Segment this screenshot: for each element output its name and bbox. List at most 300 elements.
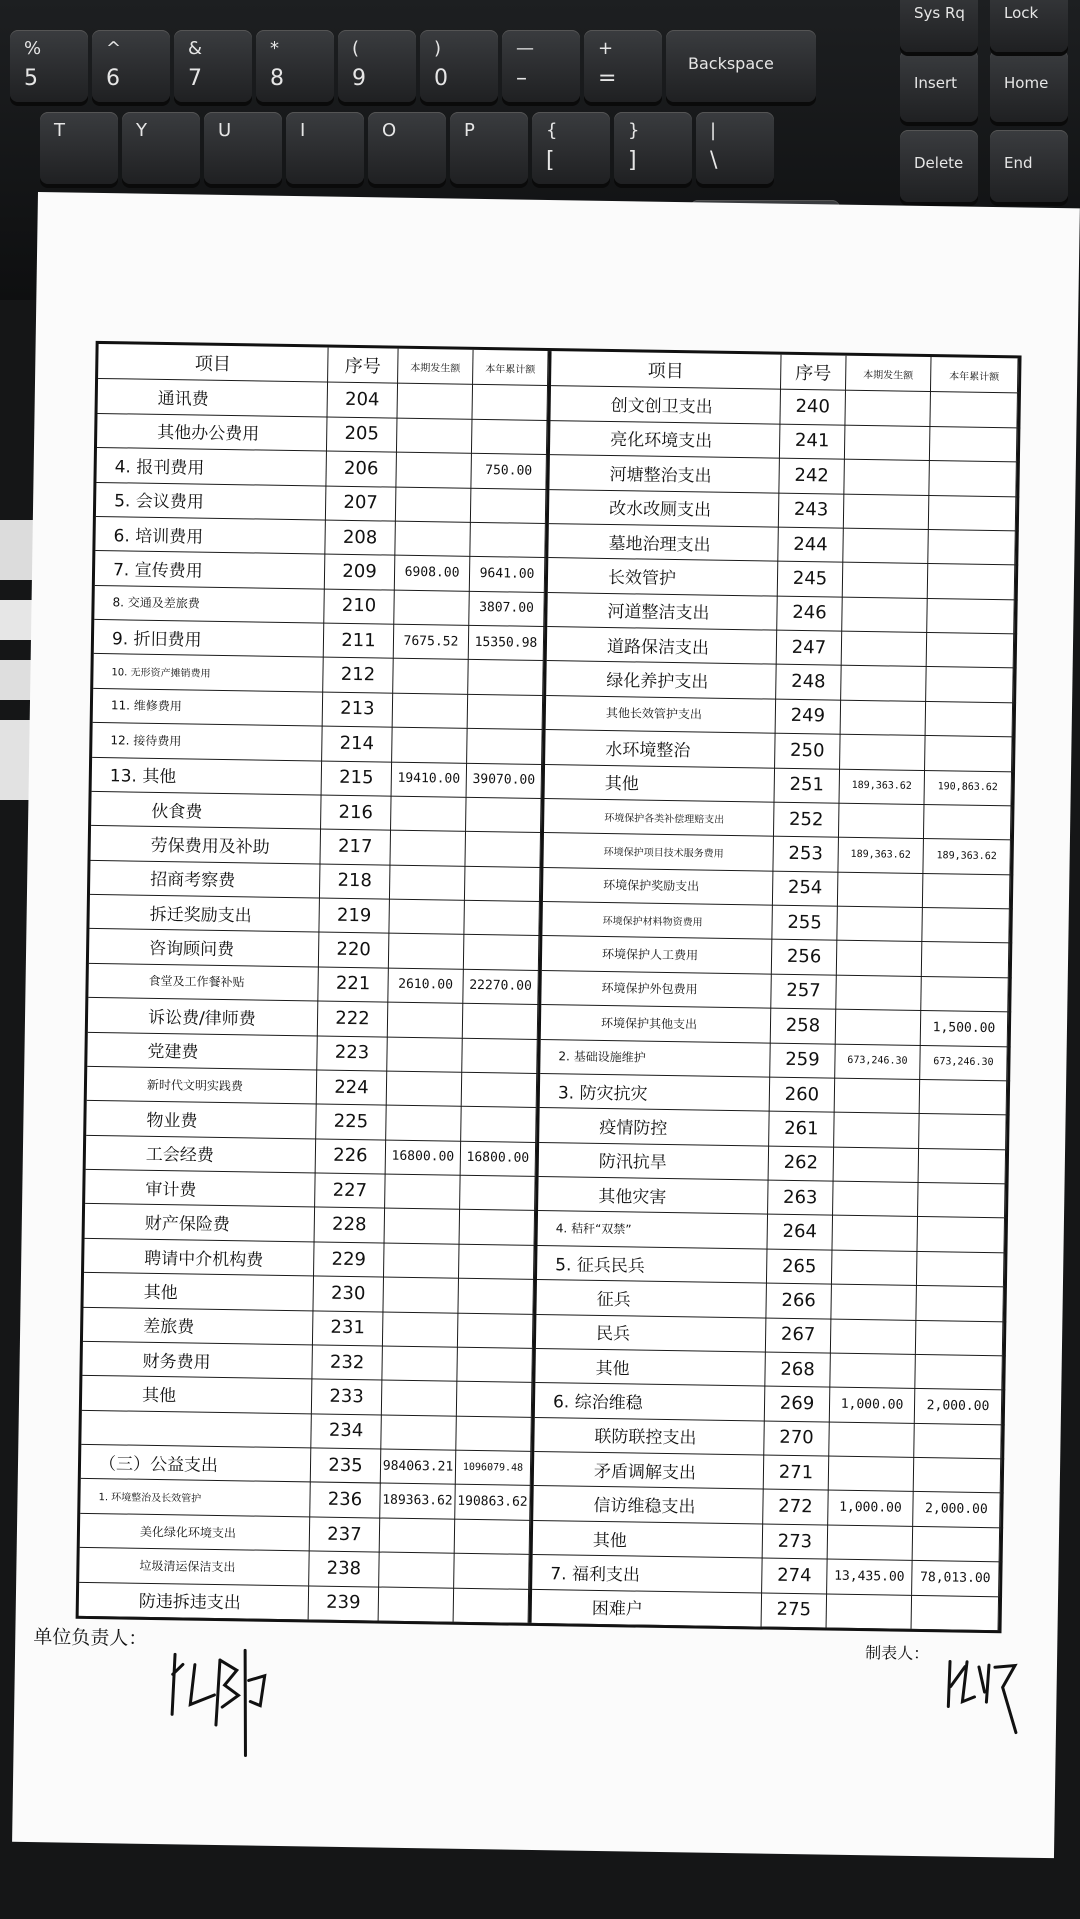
cell-current xyxy=(844,493,930,529)
keyboard-key xyxy=(368,112,446,184)
key-label-top: ) xyxy=(434,38,442,59)
cell-no: 205 xyxy=(327,416,398,451)
cell-ytd xyxy=(460,1209,536,1245)
cell-item: 党建费 xyxy=(87,1031,318,1069)
cell-no: 260 xyxy=(770,1077,836,1112)
key-label-bottom: – xyxy=(516,66,527,91)
header-ytd: 本年累计额 xyxy=(931,357,1019,393)
cell-current xyxy=(829,1421,915,1457)
cell-ytd xyxy=(458,1278,534,1314)
cell-no: 254 xyxy=(773,870,839,905)
cell-no: 258 xyxy=(771,1008,837,1043)
cell-ytd xyxy=(922,907,1010,943)
cell-ytd: 78,013.00 xyxy=(912,1560,1000,1596)
cell-ytd: 2,000.00 xyxy=(915,1388,1003,1424)
cell-no: 215 xyxy=(322,760,393,795)
cell-ytd xyxy=(923,873,1011,909)
cell-current xyxy=(827,1593,913,1629)
cell-item: 13. 其他 xyxy=(92,756,323,794)
keyboard-key xyxy=(338,30,416,102)
header-item: 项目 xyxy=(551,351,782,389)
cell-item: 美化绿化环境支出 xyxy=(80,1513,311,1551)
cell-ytd: 22270.00 xyxy=(463,969,539,1005)
cell-item: 物业费 xyxy=(86,1100,317,1138)
header-current: 本期发生额 xyxy=(846,356,932,392)
cell-no: 272 xyxy=(763,1489,829,1524)
keyboard-key xyxy=(900,130,978,202)
cell-no: 240 xyxy=(780,389,846,424)
cell-ytd xyxy=(472,419,548,455)
cell-item: 4. 报刊费用 xyxy=(96,447,327,485)
key-label-bottom: 9 xyxy=(352,66,366,91)
cell-current xyxy=(396,486,472,522)
cell-item: 河道整洁支出 xyxy=(547,592,778,630)
cell-ytd xyxy=(464,900,540,936)
cell-ytd: 16800.00 xyxy=(461,1140,537,1176)
keyboard-key xyxy=(92,30,170,102)
cell-ytd: 15350.98 xyxy=(469,625,545,661)
cell-no: 213 xyxy=(323,691,394,726)
cell-no: 242 xyxy=(779,458,845,493)
cell-current: 13,435.00 xyxy=(827,1559,913,1595)
cell-ytd xyxy=(929,495,1017,531)
cell-no: 211 xyxy=(324,623,395,658)
cell-current: 1,000.00 xyxy=(828,1490,914,1526)
keyboard-key xyxy=(900,50,978,122)
header-current: 本期发生额 xyxy=(398,349,474,385)
cell-item: 6. 综治维稳 xyxy=(535,1382,766,1420)
cell-item: 防违拆违支出 xyxy=(79,1581,310,1619)
cell-ytd: 9641.00 xyxy=(470,556,546,592)
cell-ytd xyxy=(456,1415,532,1451)
cell-ytd xyxy=(462,1072,538,1108)
keyboard-key xyxy=(900,0,978,52)
keyboard-key xyxy=(614,112,692,184)
key-label-top: Backspace xyxy=(688,54,774,73)
cell-current xyxy=(841,699,927,735)
cell-current xyxy=(831,1318,917,1354)
cell-item: 民兵 xyxy=(536,1314,767,1352)
cell-item: 环境保护奖励支出 xyxy=(543,867,774,905)
cell-current: 189,363.62 xyxy=(840,768,926,804)
key-label-top: T xyxy=(54,120,65,141)
cell-ytd xyxy=(465,865,541,901)
cell-current xyxy=(843,562,929,598)
cell-ytd xyxy=(921,976,1009,1012)
key-label-bottom: \ xyxy=(710,148,718,173)
cell-item: 6. 培训费用 xyxy=(95,516,326,554)
cell-item: 招商考察费 xyxy=(90,860,321,898)
cell-item: 新时代文明实践费 xyxy=(87,1066,318,1104)
cell-current xyxy=(389,899,465,935)
cell-no: 234 xyxy=(311,1413,382,1448)
cell-ytd xyxy=(912,1595,1000,1631)
cell-current xyxy=(392,727,468,763)
cell-item: 1. 环境整治及长效管护 xyxy=(80,1478,311,1516)
cell-ytd xyxy=(472,384,548,420)
key-label-top: I xyxy=(300,120,306,141)
cell-ytd xyxy=(914,1423,1002,1459)
cell-no: 204 xyxy=(328,382,399,417)
cell-item: 其他长效管护支出 xyxy=(546,695,777,733)
cell-item: 诉讼费/律师费 xyxy=(88,997,319,1035)
keyboard-key xyxy=(420,30,498,102)
table-row xyxy=(532,1589,1002,1632)
cell-ytd: 3807.00 xyxy=(469,590,545,626)
cell-ytd xyxy=(925,735,1013,771)
cell-no: 245 xyxy=(778,561,844,596)
cell-ytd xyxy=(928,529,1016,565)
cell-current xyxy=(833,1181,919,1217)
key-label-bottom: 5 xyxy=(24,66,38,91)
cell-ytd xyxy=(922,941,1010,977)
cell-item: 防汛抗旱 xyxy=(539,1142,770,1180)
cell-ytd xyxy=(916,1285,1004,1321)
cell-ytd xyxy=(468,659,544,695)
cell-current: 984063.21 xyxy=(381,1449,457,1485)
cell-ytd xyxy=(458,1312,534,1348)
cell-item: 创文创卫支出 xyxy=(550,385,781,423)
keyboard-key xyxy=(666,30,816,102)
cell-no: 212 xyxy=(323,657,394,692)
cell-item: 长效管护 xyxy=(548,557,779,595)
key-label-top: — xyxy=(516,38,534,59)
cell-no: 221 xyxy=(318,966,389,1001)
cell-item: 5. 征兵民兵 xyxy=(537,1245,768,1283)
key-label-bottom: [ xyxy=(546,148,555,173)
cell-item: 道路保洁支出 xyxy=(547,626,778,664)
key-label-top: + xyxy=(598,38,614,59)
cell-item: 困难户 xyxy=(532,1589,763,1627)
cell-current xyxy=(389,933,465,969)
key-label-top: ^ xyxy=(106,38,122,59)
cell-no: 249 xyxy=(776,698,842,733)
cell-ytd xyxy=(916,1320,1004,1356)
cell-ytd: 190863.62 xyxy=(455,1484,531,1520)
cell-current xyxy=(387,1071,463,1107)
cell-current xyxy=(837,906,923,942)
cell-no: 261 xyxy=(769,1111,835,1146)
cell-current xyxy=(834,1112,920,1148)
cell-ytd xyxy=(928,563,1016,599)
cell-no: 206 xyxy=(326,451,397,486)
cell-ytd xyxy=(927,598,1015,634)
ledger-table xyxy=(76,341,1022,1633)
cell-current xyxy=(845,424,931,460)
key-label-top: End xyxy=(1004,154,1033,172)
cell-no: 266 xyxy=(766,1283,832,1318)
cell-current xyxy=(839,803,925,839)
key-label-top: Delete xyxy=(914,154,964,172)
cell-ytd xyxy=(471,487,547,523)
cell-no: 227 xyxy=(315,1173,386,1208)
cell-item: 其他 xyxy=(82,1375,313,1413)
key-label-top: { xyxy=(546,120,558,141)
cell-current xyxy=(830,1353,916,1389)
cell-ytd xyxy=(929,460,1017,496)
cell-no: 269 xyxy=(765,1386,831,1421)
key-label-top: Lock xyxy=(1004,4,1039,22)
keyboard-key xyxy=(696,112,774,184)
cell-ytd xyxy=(463,1003,539,1039)
paper-document xyxy=(12,192,1080,1858)
cell-item: （三）公益支出 xyxy=(81,1444,312,1482)
cell-current xyxy=(382,1380,458,1416)
cell-no: 222 xyxy=(318,1001,389,1036)
key-label-top: * xyxy=(270,38,279,59)
cell-ytd xyxy=(455,1519,531,1555)
cell-item: 7. 宣传费用 xyxy=(95,550,326,588)
cell-ytd xyxy=(468,694,544,730)
cell-item: 2. 基础设施维护 xyxy=(540,1039,771,1077)
keyboard-key xyxy=(204,112,282,184)
cell-no: 267 xyxy=(766,1317,832,1352)
cell-ytd xyxy=(918,1182,1006,1218)
preparer-signature xyxy=(944,1646,1045,1738)
cell-no: 270 xyxy=(764,1420,830,1455)
cell-current xyxy=(836,974,922,1010)
cell-item: 差旅费 xyxy=(83,1306,314,1344)
cell-no: 250 xyxy=(775,733,841,768)
cell-item: 绿化养护支出 xyxy=(546,660,777,698)
cell-no: 216 xyxy=(321,794,392,829)
cell-item xyxy=(81,1410,312,1448)
cell-item: 11. 维修费用 xyxy=(93,688,324,726)
cell-current xyxy=(845,390,931,426)
cell-no: 273 xyxy=(763,1523,829,1558)
cell-item: 财产保险费 xyxy=(85,1203,316,1241)
cell-ytd xyxy=(454,1587,530,1623)
cell-item: 伙食费 xyxy=(91,791,322,829)
cell-current xyxy=(393,692,469,728)
keyboard-key xyxy=(286,112,364,184)
cell-current xyxy=(388,1002,464,1038)
cell-current xyxy=(828,1524,914,1560)
cell-ytd xyxy=(461,1106,537,1142)
cell-no: 208 xyxy=(325,519,396,554)
cell-current xyxy=(390,864,466,900)
unit-head-signature xyxy=(163,1634,305,1766)
cell-no: 219 xyxy=(319,898,390,933)
cell-no: 271 xyxy=(764,1455,830,1490)
key-label-top: P xyxy=(464,120,475,141)
cell-item: 7. 福利支出 xyxy=(532,1554,763,1592)
keyboard-key xyxy=(990,130,1068,202)
right-table-column xyxy=(529,351,1022,1630)
key-label-top: Home xyxy=(1004,74,1049,92)
cell-no: 246 xyxy=(777,595,843,630)
cell-item: 其他 xyxy=(84,1272,315,1310)
keyboard-key xyxy=(256,30,334,102)
cell-item: 聘请中介机构费 xyxy=(84,1238,315,1276)
cell-current xyxy=(838,871,924,907)
cell-current: 2610.00 xyxy=(388,967,464,1003)
cell-ytd xyxy=(459,1244,535,1280)
cell-ytd xyxy=(919,1148,1007,1184)
key-label-top: U xyxy=(218,120,232,141)
cell-current xyxy=(383,1277,459,1313)
table-row xyxy=(79,1581,530,1623)
cell-no: 210 xyxy=(324,588,395,623)
cell-no: 244 xyxy=(778,527,844,562)
cell-current xyxy=(831,1284,917,1320)
cell-item: 其他灾害 xyxy=(538,1176,769,1214)
cell-ytd xyxy=(930,391,1018,427)
keyboard-key xyxy=(502,30,580,102)
cell-current xyxy=(396,452,472,488)
cell-current xyxy=(381,1414,457,1450)
cell-no: 224 xyxy=(317,1069,388,1104)
preparer-label: 制表人： xyxy=(865,1643,930,1664)
cell-no: 218 xyxy=(320,863,391,898)
cell-ytd xyxy=(927,632,1015,668)
key-label-bottom: ] xyxy=(628,148,637,173)
cell-item: 4. 秸秆“双禁” xyxy=(538,1210,769,1248)
cell-item: 9. 折旧费用 xyxy=(94,619,325,657)
cell-item: 工会经费 xyxy=(86,1135,317,1173)
cell-no: 252 xyxy=(774,802,840,837)
cell-ytd xyxy=(924,804,1012,840)
key-label-top: Insert xyxy=(914,74,958,92)
cell-no: 230 xyxy=(313,1276,384,1311)
cell-item: 环境保护其他支出 xyxy=(541,1004,772,1042)
cell-ytd xyxy=(913,1526,1001,1562)
cell-item: 12. 接待费用 xyxy=(92,722,323,760)
cell-ytd: 189,363.62 xyxy=(923,838,1011,874)
unit-head-label: 单位负责人： xyxy=(33,1626,148,1650)
cell-current xyxy=(398,383,474,419)
cell-current xyxy=(843,528,929,564)
cell-ytd xyxy=(457,1381,533,1417)
keyboard-key xyxy=(584,30,662,102)
cell-item: 5. 会议费用 xyxy=(96,481,327,519)
keyboard-key xyxy=(40,112,118,184)
cell-item: 劳保费用及补助 xyxy=(91,825,322,863)
cell-no: 225 xyxy=(316,1104,387,1139)
cell-item: 环境保护人工费用 xyxy=(542,935,773,973)
cell-item: 3. 防灾抗灾 xyxy=(540,1073,771,1111)
cell-ytd: 39070.00 xyxy=(467,762,543,798)
cell-no: 207 xyxy=(326,485,397,520)
cell-current: 6908.00 xyxy=(395,555,471,591)
cell-item: 征兵 xyxy=(536,1279,767,1317)
cell-current xyxy=(844,459,930,495)
cell-current: 673,246.30 xyxy=(835,1043,921,1079)
cell-current xyxy=(394,589,470,625)
cell-ytd: 750.00 xyxy=(471,453,547,489)
cell-current xyxy=(836,1009,922,1045)
key-label-top: ( xyxy=(352,38,360,59)
cell-no: 232 xyxy=(312,1344,383,1379)
cell-current xyxy=(397,417,473,453)
cell-item: 改水改厕支出 xyxy=(549,489,780,527)
key-label-top: Y xyxy=(136,120,147,141)
cell-no: 233 xyxy=(312,1379,383,1414)
cell-current xyxy=(386,1105,462,1141)
cell-current xyxy=(384,1242,460,1278)
header-ytd: 本年累计额 xyxy=(473,350,549,386)
cell-ytd xyxy=(464,934,540,970)
cell-no: 264 xyxy=(767,1214,833,1249)
key-label-top: & xyxy=(188,38,203,59)
cell-current xyxy=(380,1517,456,1553)
cell-ytd xyxy=(926,701,1014,737)
cell-no: 238 xyxy=(309,1551,380,1586)
key-label-top: % xyxy=(24,38,42,59)
header-no: 序号 xyxy=(781,355,847,390)
cell-no: 259 xyxy=(770,1042,836,1077)
cell-current xyxy=(391,796,467,832)
cell-current xyxy=(395,521,471,557)
cell-ytd xyxy=(470,522,546,558)
cell-no: 251 xyxy=(775,767,841,802)
cell-item: 水环境整治 xyxy=(545,729,776,767)
cell-item: 财务费用 xyxy=(82,1341,313,1379)
cell-no: 243 xyxy=(779,492,845,527)
left-table-column xyxy=(79,344,549,1623)
cell-ytd xyxy=(919,1113,1007,1149)
cell-no: 274 xyxy=(762,1558,828,1593)
cell-ytd xyxy=(465,831,541,867)
cell-ytd xyxy=(467,728,543,764)
cell-item: 10. 无形资产摊销费用 xyxy=(93,653,324,691)
cell-ytd xyxy=(917,1216,1005,1252)
cell-item: 环境保护各类补偿理赔支出 xyxy=(544,798,775,836)
cell-current: 1,000.00 xyxy=(830,1387,916,1423)
cell-current xyxy=(842,631,928,667)
cell-no: 268 xyxy=(765,1352,831,1387)
cell-current xyxy=(832,1249,918,1285)
cell-item: 8. 交通及差旅费 xyxy=(94,585,325,623)
cell-item: 墓地治理支出 xyxy=(548,523,779,561)
cell-no: 228 xyxy=(315,1207,386,1242)
cell-current xyxy=(393,658,469,694)
key-label-top: Sys Rq xyxy=(914,4,965,22)
cell-current xyxy=(835,1078,921,1114)
header-no: 序号 xyxy=(328,348,399,383)
cell-no: 255 xyxy=(772,905,838,940)
cell-ytd xyxy=(454,1553,530,1589)
cell-no: 253 xyxy=(773,836,839,871)
key-label-top: O xyxy=(382,120,397,141)
cell-ytd: 1,500.00 xyxy=(921,1010,1009,1046)
cell-item: 疫情防控 xyxy=(539,1107,770,1145)
key-label-bottom: 7 xyxy=(188,66,202,91)
key-label-top: | xyxy=(710,120,717,141)
cell-no: 248 xyxy=(776,664,842,699)
cell-ytd xyxy=(920,1079,1008,1115)
cell-item: 垃圾清运保洁支出 xyxy=(79,1547,310,1585)
cell-item: 河塘整治支出 xyxy=(549,454,780,492)
cell-item: 其他 xyxy=(533,1520,764,1558)
cell-no: 262 xyxy=(769,1145,835,1180)
keyboard-key xyxy=(990,0,1068,52)
cell-item: 环境保护项目技术服务费用 xyxy=(543,832,774,870)
cell-ytd xyxy=(917,1251,1005,1287)
cell-item: 联防联控支出 xyxy=(534,1417,765,1455)
keyboard-key xyxy=(990,50,1068,122)
cell-current xyxy=(837,940,923,976)
key-label-top: } xyxy=(628,120,640,141)
keyboard-key xyxy=(450,112,528,184)
cell-ytd: 1096079.48 xyxy=(456,1450,532,1486)
cell-no: 241 xyxy=(780,423,846,458)
cell-current xyxy=(385,1174,461,1210)
cell-item: 审计费 xyxy=(85,1169,316,1207)
cell-item: 环境保护材料物资费用 xyxy=(542,901,773,939)
cell-no: 226 xyxy=(316,1138,387,1173)
cell-ytd: 190,863.62 xyxy=(924,770,1012,806)
